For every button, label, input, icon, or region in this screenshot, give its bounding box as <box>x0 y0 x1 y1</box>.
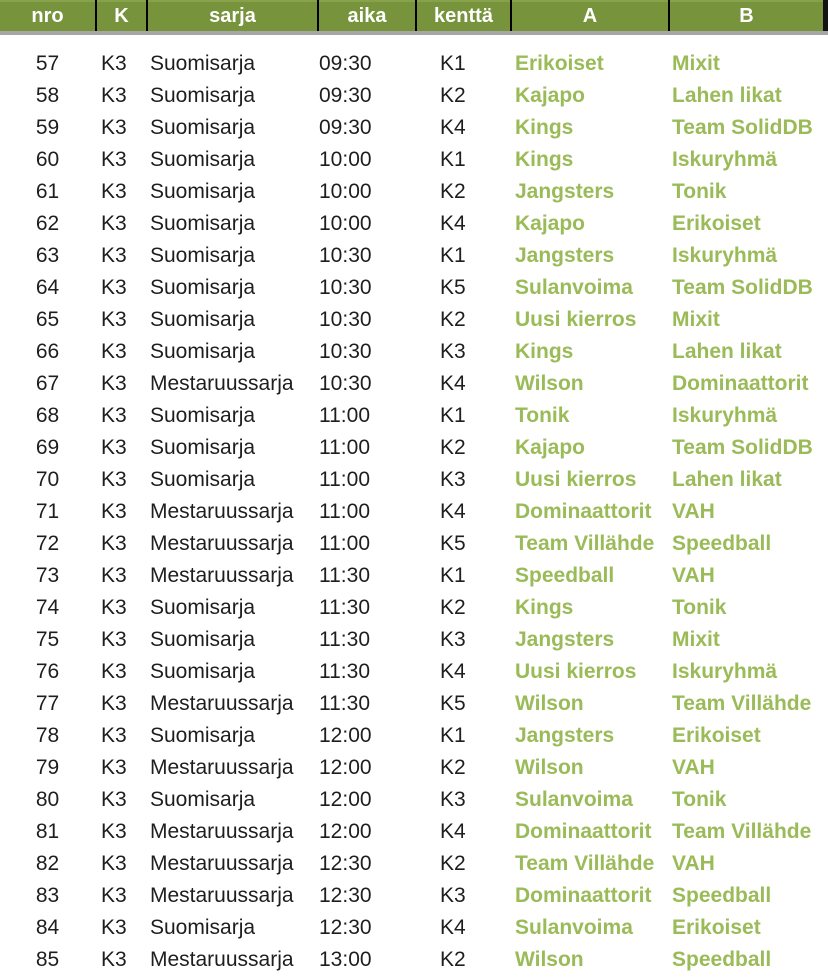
cell-k: K3 <box>101 564 127 587</box>
cell-sarja: Mestaruussarja <box>150 884 294 907</box>
cell-aika: 10:30 <box>319 276 372 299</box>
cell-b: VAH <box>672 500 715 523</box>
cell-b: Tonik <box>672 180 727 203</box>
cell-b: Erikoiset <box>672 724 761 747</box>
cell-kentta: K4 <box>440 660 466 683</box>
cell-nro: 66 <box>35 340 60 363</box>
table-row <box>0 336 828 368</box>
cell-b: Mixit <box>672 628 720 651</box>
column-header-aika: aika <box>317 0 415 31</box>
table-row <box>0 464 828 496</box>
cell-sarja: Mestaruussarja <box>150 756 294 779</box>
cell-b: Erikoiset <box>672 916 761 939</box>
cell-aika: 11:30 <box>319 692 370 715</box>
cell-b: Speedball <box>672 532 772 555</box>
column-header-nro: nro <box>31 5 64 27</box>
cell-b: VAH <box>672 564 715 587</box>
cell-kentta: K2 <box>440 948 466 971</box>
cell-sarja: Suomisarja <box>150 788 256 811</box>
cell-a: Team Villähde <box>515 852 655 875</box>
cell-sarja: Suomisarja <box>150 180 256 203</box>
cell-k: K3 <box>101 116 127 139</box>
cell-k: K3 <box>101 756 127 779</box>
table-row <box>0 624 828 656</box>
table-row <box>0 848 828 880</box>
cell-k: K3 <box>101 884 127 907</box>
cell-a: Wilson <box>515 756 584 779</box>
table-header-row <box>0 0 828 31</box>
table-row <box>0 112 828 144</box>
cell-nro: 61 <box>35 180 60 203</box>
cell-aika: 09:30 <box>319 52 372 75</box>
cell-k: K3 <box>101 852 127 875</box>
cell-aika: 11:00 <box>319 500 370 523</box>
cell-kentta: K1 <box>440 52 466 75</box>
cell-aika: 10:00 <box>319 148 372 171</box>
table-body <box>0 35 828 976</box>
cell-b: Lahen likat <box>672 84 782 107</box>
cell-aika: 12:30 <box>319 884 372 907</box>
cell-kentta: K1 <box>440 148 466 171</box>
cell-a: Uusi kierros <box>515 468 637 491</box>
cell-nro: 69 <box>35 436 60 459</box>
cell-kentta: K2 <box>440 84 466 107</box>
column-header-b: B <box>668 0 828 31</box>
cell-a: Jangsters <box>515 244 615 267</box>
cell-sarja: Mestaruussarja <box>150 852 294 875</box>
cell-a: Kajapo <box>515 436 586 459</box>
cell-nro: 84 <box>35 916 60 939</box>
cell-a: Sulanvoima <box>515 276 633 299</box>
cell-a: Kings <box>515 148 574 171</box>
cell-sarja: Mestaruussarja <box>150 532 294 555</box>
cell-kentta: K3 <box>440 628 466 651</box>
cell-aika: 12:00 <box>319 820 372 843</box>
cell-kentta: K4 <box>440 500 466 523</box>
table-row <box>0 752 828 784</box>
cell-k: K3 <box>101 468 127 491</box>
cell-b: Iskuryhmä <box>672 660 778 683</box>
cell-nro: 63 <box>35 244 60 267</box>
table-row <box>0 368 828 400</box>
cell-sarja: Suomisarja <box>150 212 256 235</box>
cell-kentta: K5 <box>440 692 466 715</box>
cell-aika: 12:30 <box>319 916 372 939</box>
cell-a: Sulanvoima <box>515 916 633 939</box>
cell-nro: 74 <box>35 596 60 619</box>
cell-b: Team Villähde <box>672 820 812 843</box>
cell-aika: 11:30 <box>319 628 370 651</box>
table-row <box>0 496 828 528</box>
cell-b: Lahen likat <box>672 468 782 491</box>
cell-nro: 72 <box>35 532 60 555</box>
cell-aika: 11:00 <box>319 468 370 491</box>
cell-a: Team Villähde <box>515 532 655 555</box>
cell-sarja: Mestaruussarja <box>150 372 294 395</box>
cell-k: K3 <box>101 948 127 971</box>
cell-b: Dominaattorit <box>672 372 809 395</box>
cell-k: K3 <box>101 84 127 107</box>
cell-nro: 59 <box>35 116 60 139</box>
column-header-a: A <box>510 0 668 31</box>
table-row <box>0 912 828 944</box>
column-header-kentta: kenttä <box>415 0 510 31</box>
cell-a: Jangsters <box>515 628 615 651</box>
cell-aika: 12:00 <box>319 724 372 747</box>
cell-sarja: Suomisarja <box>150 148 256 171</box>
cell-aika: 10:30 <box>319 244 372 267</box>
cell-kentta: K5 <box>440 532 466 555</box>
cell-b: Tonik <box>672 788 727 811</box>
table-row <box>0 400 828 432</box>
cell-kentta: K4 <box>440 916 466 939</box>
cell-k: K3 <box>101 724 127 747</box>
cell-aika: 09:30 <box>319 116 372 139</box>
cell-b: Speedball <box>672 884 772 907</box>
cell-b: Team Villähde <box>672 692 812 715</box>
cell-kentta: K2 <box>440 436 466 459</box>
cell-kentta: K1 <box>440 724 466 747</box>
cell-nro: 83 <box>35 884 60 907</box>
cell-sarja: Mestaruussarja <box>150 820 294 843</box>
cell-k: K3 <box>101 820 127 843</box>
cell-a: Jangsters <box>515 724 615 747</box>
cell-b: Team SolidDB <box>672 436 813 459</box>
cell-sarja: Suomisarja <box>150 244 256 267</box>
cell-aika: 13:00 <box>319 948 372 971</box>
table-row <box>0 816 828 848</box>
cell-kentta: K3 <box>440 788 466 811</box>
table-row <box>0 304 828 336</box>
cell-nro: 70 <box>35 468 60 491</box>
cell-sarja: Mestaruussarja <box>150 948 294 971</box>
cell-sarja: Suomisarja <box>150 660 256 683</box>
cell-sarja: Suomisarja <box>150 308 256 331</box>
table-row <box>0 656 828 688</box>
cell-k: K3 <box>101 52 127 75</box>
cell-nro: 75 <box>35 628 60 651</box>
cell-aika: 10:30 <box>319 308 372 331</box>
table-row <box>0 944 828 976</box>
cell-sarja: Suomisarja <box>150 628 256 651</box>
table-row <box>0 240 828 272</box>
cell-k: K3 <box>101 532 127 555</box>
cell-a: Speedball <box>515 564 615 587</box>
cell-aika: 10:30 <box>319 340 372 363</box>
cell-a: Dominaattorit <box>515 884 652 907</box>
table-row <box>0 432 828 464</box>
cell-aika: 12:00 <box>319 756 372 779</box>
cell-kentta: K2 <box>440 756 466 779</box>
cell-a: Wilson <box>515 372 584 395</box>
cell-aika: 10:00 <box>319 180 372 203</box>
cell-k: K3 <box>101 436 127 459</box>
cell-k: K3 <box>101 212 127 235</box>
cell-k: K3 <box>101 660 127 683</box>
cell-k: K3 <box>101 404 127 427</box>
table-row <box>0 560 828 592</box>
cell-a: Erikoiset <box>515 52 604 75</box>
cell-aika: 12:30 <box>319 852 372 875</box>
cell-sarja: Suomisarja <box>150 340 256 363</box>
cell-kentta: K1 <box>440 244 466 267</box>
cell-b: VAH <box>672 852 715 875</box>
table-row <box>0 592 828 624</box>
cell-a: Kings <box>515 340 574 363</box>
cell-k: K3 <box>101 692 127 715</box>
cell-k: K3 <box>101 148 127 171</box>
cell-nro: 62 <box>35 212 60 235</box>
table-row <box>0 80 828 112</box>
cell-b: Mixit <box>672 308 720 331</box>
cell-sarja: Mestaruussarja <box>150 500 294 523</box>
cell-kentta: K3 <box>440 340 466 363</box>
cell-nro: 80 <box>35 788 60 811</box>
cell-kentta: K2 <box>440 180 466 203</box>
cell-a: Dominaattorit <box>515 500 652 523</box>
cell-b: Tonik <box>672 596 727 619</box>
cell-a: Kings <box>515 116 574 139</box>
cell-nro: 57 <box>35 52 60 75</box>
cell-k: K3 <box>101 628 127 651</box>
cell-b: Team SolidDB <box>672 116 813 139</box>
cell-nro: 67 <box>35 372 60 395</box>
cell-kentta: K4 <box>440 116 466 139</box>
cell-kentta: K2 <box>440 852 466 875</box>
cell-k: K3 <box>101 788 127 811</box>
table-row <box>0 144 828 176</box>
cell-b: Lahen likat <box>672 340 782 363</box>
table-row <box>0 688 828 720</box>
table-row <box>0 48 828 80</box>
cell-k: K3 <box>101 308 127 331</box>
cell-nro: 73 <box>35 564 60 587</box>
table-row <box>0 208 828 240</box>
cell-aika: 11:30 <box>319 596 370 619</box>
cell-k: K3 <box>101 500 127 523</box>
cell-nro: 78 <box>35 724 60 747</box>
cell-aika: 11:30 <box>319 660 370 683</box>
cell-k: K3 <box>101 596 127 619</box>
cell-aika: 10:00 <box>319 212 372 235</box>
cell-k: K3 <box>101 180 127 203</box>
cell-aika: 11:30 <box>319 564 370 587</box>
cell-sarja: Suomisarja <box>150 84 256 107</box>
cell-a: Wilson <box>515 692 584 715</box>
cell-sarja: Suomisarja <box>150 596 256 619</box>
cell-sarja: Suomisarja <box>150 468 256 491</box>
table-row <box>0 784 828 816</box>
cell-a: Uusi kierros <box>515 308 637 331</box>
cell-k: K3 <box>101 372 127 395</box>
cell-a: Sulanvoima <box>515 788 633 811</box>
cell-kentta: K1 <box>440 404 466 427</box>
cell-sarja: Mestaruussarja <box>150 564 294 587</box>
table-row <box>0 880 828 912</box>
cell-k: K3 <box>101 916 127 939</box>
cell-nro: 71 <box>35 500 60 523</box>
cell-kentta: K4 <box>440 372 466 395</box>
table-row <box>0 272 828 304</box>
table-row <box>0 720 828 752</box>
cell-k: K3 <box>101 276 127 299</box>
cell-kentta: K2 <box>440 596 466 619</box>
table-row <box>0 176 828 208</box>
cell-a: Kings <box>515 596 574 619</box>
table-row <box>0 528 828 560</box>
cell-kentta: K3 <box>440 468 466 491</box>
cell-sarja: Mestaruussarja <box>150 692 294 715</box>
cell-sarja: Suomisarja <box>150 916 256 939</box>
cell-a: Wilson <box>515 948 584 971</box>
cell-nro: 65 <box>35 308 60 331</box>
cell-b: Speedball <box>672 948 772 971</box>
cell-sarja: Suomisarja <box>150 116 256 139</box>
cell-sarja: Suomisarja <box>150 404 256 427</box>
cell-b: Mixit <box>672 52 720 75</box>
cell-sarja: Suomisarja <box>150 724 256 747</box>
cell-b: Iskuryhmä <box>672 404 778 427</box>
cell-a: Kajapo <box>515 212 586 235</box>
cell-nro: 60 <box>35 148 60 171</box>
cell-a: Tonik <box>515 404 570 427</box>
cell-nro: 79 <box>35 756 60 779</box>
cell-aika: 11:00 <box>319 532 370 555</box>
cell-kentta: K1 <box>440 564 466 587</box>
cell-nro: 82 <box>35 852 60 875</box>
cell-aika: 12:00 <box>319 788 372 811</box>
cell-nro: 85 <box>35 948 60 971</box>
cell-aika: 09:30 <box>319 84 372 107</box>
cell-b: Team SolidDB <box>672 276 813 299</box>
cell-a: Kajapo <box>515 84 586 107</box>
cell-aika: 11:00 <box>319 404 370 427</box>
cell-nro: 81 <box>35 820 60 843</box>
cell-sarja: Suomisarja <box>150 52 256 75</box>
column-header-sarja: sarja <box>146 0 317 31</box>
cell-sarja: Suomisarja <box>150 436 256 459</box>
cell-nro: 58 <box>35 84 60 107</box>
cell-nro: 68 <box>35 404 60 427</box>
cell-nro: 77 <box>35 692 60 715</box>
cell-nro: 76 <box>35 660 60 683</box>
cell-nro: 64 <box>35 276 60 299</box>
cell-b: Erikoiset <box>672 212 761 235</box>
column-header-k: K <box>95 0 146 31</box>
cell-kentta: K5 <box>440 276 466 299</box>
cell-aika: 10:30 <box>319 372 372 395</box>
cell-b: VAH <box>672 756 715 779</box>
cell-kentta: K3 <box>440 884 466 907</box>
cell-kentta: K2 <box>440 308 466 331</box>
cell-k: K3 <box>101 244 127 267</box>
cell-b: Iskuryhmä <box>672 244 778 267</box>
cell-k: K3 <box>101 340 127 363</box>
cell-b: Iskuryhmä <box>672 148 778 171</box>
cell-aika: 11:00 <box>319 436 370 459</box>
cell-kentta: K4 <box>440 212 466 235</box>
cell-a: Uusi kierros <box>515 660 637 683</box>
cell-sarja: Suomisarja <box>150 276 256 299</box>
cell-a: Jangsters <box>515 180 615 203</box>
cell-a: Dominaattorit <box>515 820 652 843</box>
cell-kentta: K4 <box>440 820 466 843</box>
